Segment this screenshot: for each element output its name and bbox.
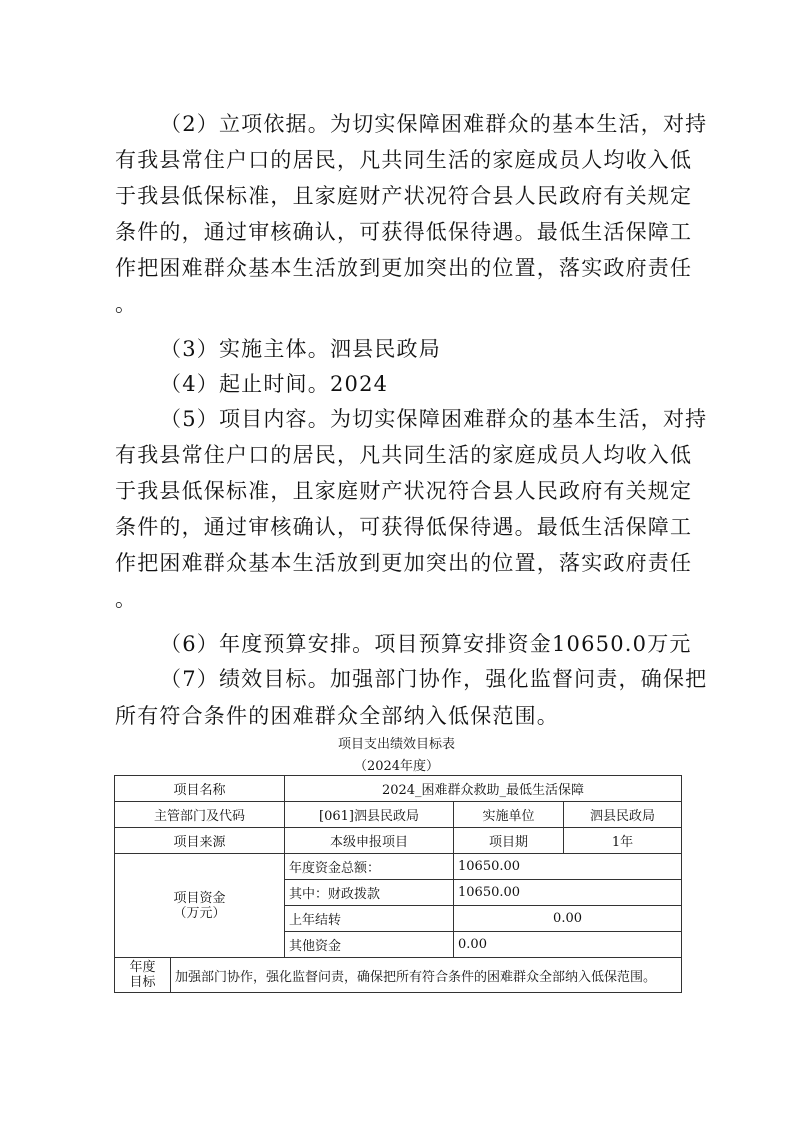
fiscal-label: 其中：财政拨款 [285,880,454,906]
table-row [115,854,682,880]
project-name-label: 项目名称 [115,776,285,802]
fiscal-value: 10650.00 [454,880,682,906]
impl-unit-label: 实施单位 [454,802,564,828]
table-caption: 项目支出绩效目标表 [337,737,455,752]
paragraph-line: （3）实施主体。泗县民政局 [160,337,441,361]
paragraph-line: （4）起止时间。2024 [160,372,389,396]
paragraph-line: 条件的，通过审核确认，可获得低保待遇。最低生活保障工 [115,515,693,539]
performance-target-table [114,775,682,993]
annual-total-value: 10650.00 [454,854,682,880]
paragraph-line: 于我县低保标准，且家庭财产状况符合县人民政府有关规定 [115,479,693,503]
carryover-label: 上年结转 [285,906,454,932]
funds-unit-label: （万元） [173,905,226,921]
other-funds-label: 其他资金 [285,932,454,958]
dept-label: 主管部门及代码 [115,802,285,828]
other-funds-value: 0.00 [454,932,682,958]
paragraph-line: 有我县常住户口的居民，凡共同生活的家庭成员人均收入低 [115,443,693,467]
goal-value: 加强部门协作，强化监督问责，确保把所有符合条件的困难群众全部纳入低保范围。 [171,958,682,993]
carryover-value: 0.00 [454,906,682,932]
impl-unit-value: 泗县民政局 [564,802,682,828]
paragraph-line: 条件的，通过审核确认，可获得低保待遇。最低生活保障工 [115,220,693,244]
dept-value: [061]泗县民政局 [285,802,454,828]
paragraph-line: 于我县低保标准，且家庭财产状况符合县人民政府有关规定 [115,184,693,208]
table-row [115,802,682,828]
source-label: 项目来源 [115,828,285,854]
table-subcaption: （2024年度） [353,759,440,774]
project-name-value: 2024_困难群众救助_最低生活保障 [285,776,682,802]
paragraph-line: 。 [115,292,138,316]
source-value: 本级申报项目 [285,828,454,854]
paragraph-line: （5）项目内容。为切实保障困难群众的基本生活，对持 [160,407,708,431]
paragraph-line: 作把困难群众基本生活放到更加突出的位置，落实政府责任 [115,551,693,575]
paragraph-line: 所有符合条件的困难群众全部纳入低保范围。 [115,704,559,728]
paragraph-line: 有我县常住户口的居民，凡共同生活的家庭成员人均收入低 [115,148,693,172]
paragraph-line: （6）年度预算安排。项目预算安排资金10650.0万元 [160,632,692,656]
paragraph-line: 作把困难群众基本生活放到更加突出的位置，落实政府责任 [115,256,693,280]
goal-label-line: 年度 [129,960,156,975]
table-row [115,776,682,802]
funds-label-cell [115,854,285,958]
paragraph-line: （7）绩效目标。加强部门协作，强化监督问责，确保把 [160,667,708,691]
table-row [115,958,682,993]
annual-total-label: 年度资金总额： [285,854,454,880]
paragraph-line: 。 [115,587,138,611]
funds-label: 项目资金 [173,890,226,906]
goal-label-cell [115,958,171,993]
goal-label-line: 目标 [129,975,156,990]
table-row [115,828,682,854]
period-label: 项目期 [454,828,564,854]
period-value: 1年 [564,828,682,854]
paragraph-line: （2）立项依据。为切实保障困难群众的基本生活，对持 [160,112,708,136]
